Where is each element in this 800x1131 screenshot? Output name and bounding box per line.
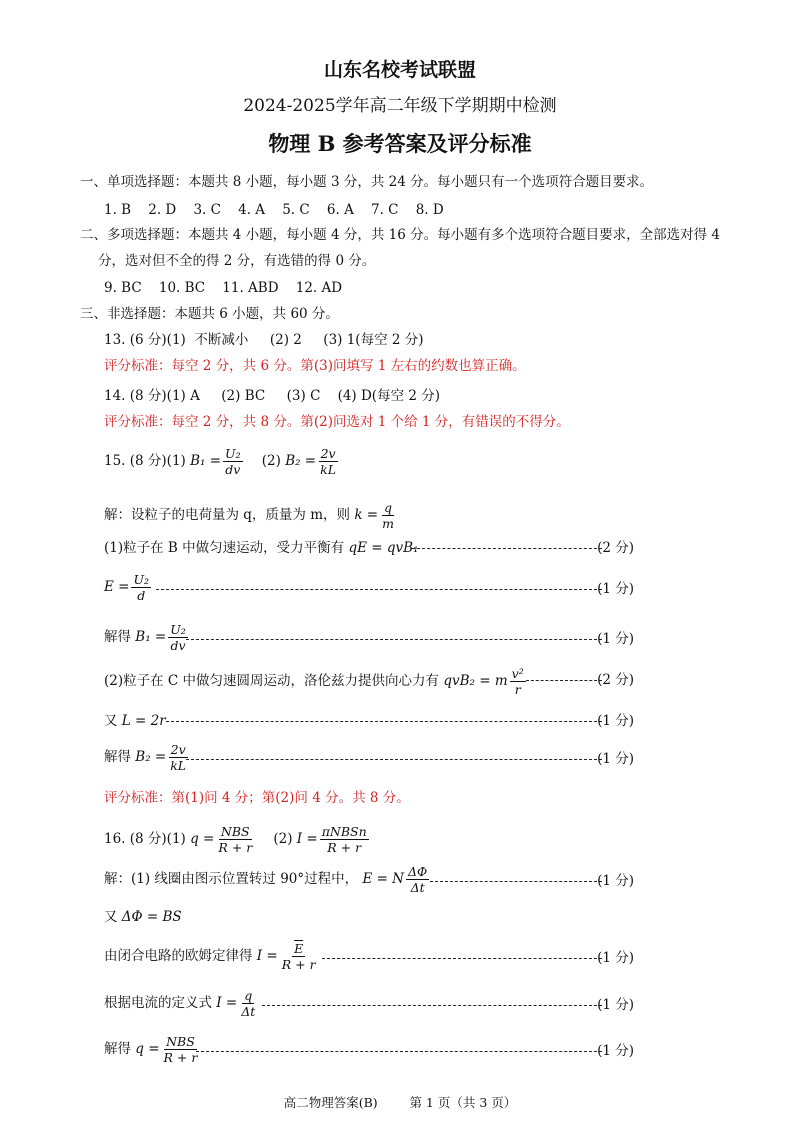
q15-step5 bbox=[104, 711, 166, 731]
sec1-heading: 一、单项选择题：本题共 8 小题，每小题 3 分，共 24 分。每小题只有一个选项符合题目要求。 bbox=[80, 174, 654, 190]
q15-answer bbox=[104, 446, 340, 477]
answer-7: 7. C bbox=[371, 202, 399, 218]
sec2-heading-line1: 二、多项选择题：本题共 4 小题，每小题 4 分，共 16 分。每小题有多个选项符合题目要求，全部选对得 4 bbox=[80, 227, 720, 243]
numerator: U₂ bbox=[133, 572, 150, 587]
answer-5: 5. C bbox=[282, 202, 310, 218]
denominator: r bbox=[514, 682, 521, 697]
q13-answer: 13. (6 分)(1) 不断减小 (2) 2 (3) 1(每空 2 分) bbox=[104, 332, 424, 348]
q16-step5 bbox=[104, 1034, 201, 1065]
answer-4: 4. A bbox=[238, 202, 266, 218]
q16-step4-score: (1 分) bbox=[597, 997, 634, 1013]
q16-step4-text: 根据电流的定义式 bbox=[104, 995, 212, 1011]
numerator: $\overline{E}$ bbox=[294, 941, 304, 956]
denominator: Δt bbox=[241, 1004, 256, 1019]
q14-answer: 14. (8 分)(1) A (2) BC (3) C (4) D(每空 2 分) bbox=[104, 388, 441, 404]
q16-prefix: 16. (8 分)(1) bbox=[104, 831, 186, 847]
q15-solve-lhs: k = bbox=[354, 507, 379, 523]
denominator: R + r bbox=[327, 840, 362, 855]
q16-ans2-label: (2) bbox=[273, 831, 293, 847]
denominator: R + r bbox=[281, 957, 316, 972]
q15-step3 bbox=[104, 622, 190, 653]
q14-grading: 评分标准：每空 2 分，共 8 分。第(2)问选对 1 个给 1 分，有错误的不得分。 bbox=[104, 414, 570, 430]
q15-step4-score: (2 分) bbox=[597, 672, 634, 688]
dotted-leader bbox=[166, 721, 602, 722]
q16-step1-fraction bbox=[406, 864, 429, 895]
answer-12: 12. AD bbox=[295, 280, 343, 296]
q16-step1-score: (1 分) bbox=[597, 873, 634, 889]
q15-step4 bbox=[104, 666, 528, 697]
sec1-answers bbox=[104, 200, 444, 220]
q16-step2-text: 又 bbox=[104, 909, 118, 925]
q16-step1-text: 解：(1) 线圈由图示位置转过 90°过程中， bbox=[104, 871, 359, 887]
q15-step6-lhs: B₂ = bbox=[135, 749, 167, 765]
numerator: πNBSn bbox=[321, 824, 367, 839]
dotted-leader bbox=[526, 680, 602, 681]
q15-solve-intro bbox=[104, 500, 398, 531]
numerator: U₂ bbox=[170, 622, 186, 637]
numerator: 2v bbox=[320, 446, 336, 461]
q15-ans1-fraction bbox=[223, 446, 243, 477]
q16-step4 bbox=[104, 988, 259, 1019]
dotted-leader bbox=[412, 548, 602, 549]
numerator: NBS bbox=[166, 1034, 195, 1049]
q15-step4-fraction bbox=[510, 666, 526, 697]
q15-step5-score: (1 分) bbox=[597, 713, 634, 729]
q15-step4-lhs: qvB₂ = m bbox=[443, 673, 508, 689]
sec2-heading-line2: 分，选对但不全的得 2 分，有选错的得 0 分。 bbox=[98, 253, 376, 269]
q15-step1-text: (1)粒子在 B 中做匀速运动，受力平衡有 bbox=[104, 540, 345, 556]
q15-ans2-fraction bbox=[318, 446, 338, 477]
q15-step2-score: (1 分) bbox=[597, 581, 634, 597]
q15-step1-math: qE = qvB₁ bbox=[348, 540, 419, 556]
q15-step3-text: 解得 bbox=[104, 629, 131, 645]
answer-6: 6. A bbox=[326, 202, 354, 218]
q16-step3-score: (1 分) bbox=[597, 950, 634, 966]
sec2-answers bbox=[104, 278, 342, 298]
q15-step3-score: (1 分) bbox=[597, 631, 634, 647]
answer-1: 1. B bbox=[104, 202, 132, 218]
q15-step3-fraction bbox=[168, 622, 188, 653]
q16-step5-text: 解得 bbox=[104, 1041, 131, 1057]
dotted-leader bbox=[196, 1051, 602, 1052]
dotted-leader bbox=[430, 881, 602, 882]
q16-step3 bbox=[104, 941, 320, 972]
q16-step5-score: (1 分) bbox=[597, 1043, 634, 1059]
numerator: q bbox=[244, 988, 253, 1003]
q16-step4-lhs: I = bbox=[216, 995, 238, 1011]
dotted-leader bbox=[156, 589, 602, 590]
q15-step2-fraction bbox=[131, 572, 151, 603]
q15-step4-text: (2)粒子在 C 中做匀速圆周运动，洛伦兹力提供向心力有 bbox=[104, 673, 440, 689]
q15-ans1-lhs: B₁ = bbox=[190, 453, 222, 469]
q15-step5-math: L = 2r bbox=[121, 713, 166, 729]
denominator: R + r bbox=[218, 840, 253, 855]
q16-step3-lhs: I = bbox=[256, 948, 278, 964]
q15-step3-lhs: B₁ = bbox=[135, 629, 167, 645]
numerator: U₂ bbox=[225, 446, 241, 461]
q16-step5-lhs: q = bbox=[135, 1041, 160, 1057]
q16-step4-fraction bbox=[239, 988, 257, 1019]
answer-8: 8. D bbox=[415, 202, 444, 218]
denominator: kL bbox=[170, 758, 187, 773]
numerator: NBS bbox=[220, 824, 250, 839]
page-footer: 高二物理答案(B) 第 1 页（共 3 页） bbox=[283, 1095, 517, 1110]
q15-step6-score: (1 分) bbox=[597, 751, 634, 767]
answer-2: 2. D bbox=[148, 202, 177, 218]
answer-11: 11. ABD bbox=[222, 280, 279, 296]
q15-step2-lhs: E = bbox=[104, 579, 130, 595]
dotted-leader bbox=[186, 639, 602, 640]
answer-10: 10. BC bbox=[158, 280, 206, 296]
org-title: 山东名校考试联盟 bbox=[323, 59, 476, 81]
q16-ans1-lhs: q = bbox=[190, 831, 215, 847]
q16-step1-lhs: E = N bbox=[362, 871, 404, 887]
q15-ans2-lhs: B₂ = bbox=[285, 453, 317, 469]
q16-step1 bbox=[104, 864, 431, 895]
numerator: ΔΦ bbox=[408, 864, 428, 879]
denominator: R + r bbox=[163, 1050, 198, 1065]
q15-solve-fraction bbox=[380, 500, 396, 531]
answer-9: 9. BC bbox=[104, 280, 142, 296]
q16-step2-math: ΔΦ = BS bbox=[121, 909, 182, 925]
q15-step6-text: 解得 bbox=[104, 749, 131, 765]
q15-step1-score: (2 分) bbox=[597, 540, 634, 556]
q16-answer bbox=[104, 824, 371, 855]
denominator: Δt bbox=[410, 880, 425, 895]
denominator: dv bbox=[170, 638, 186, 653]
q16-ans1-fraction bbox=[216, 824, 254, 855]
term-title: 2024-2025学年高二年级下学期期中检测 bbox=[243, 96, 557, 116]
q15-step2 bbox=[104, 572, 153, 603]
q15-ans2-label: (2) bbox=[261, 453, 281, 469]
dotted-leader bbox=[262, 1005, 602, 1006]
answer-3: 3. C bbox=[193, 202, 221, 218]
numerator: v² bbox=[511, 666, 524, 681]
q15-grading: 评分标准：第(1)问 4 分；第(2)问 4 分。共 8 分。 bbox=[104, 790, 410, 806]
q16-ans2-lhs: I = bbox=[296, 831, 318, 847]
q16-step3-text: 由闭合电路的欧姆定律得 bbox=[104, 948, 253, 964]
q16-step2 bbox=[104, 907, 182, 927]
q15-step6-fraction bbox=[168, 742, 188, 773]
q16-step3-fraction bbox=[280, 941, 318, 972]
dotted-leader bbox=[322, 958, 602, 959]
page-title: 物理 B 参考答案及评分标准 bbox=[268, 131, 532, 156]
q15-step1 bbox=[104, 538, 418, 558]
denominator: m bbox=[382, 516, 394, 531]
q13-grading: 评分标准：每空 2 分，共 6 分。第(3)问填写 1 左右的约数也算正确。 bbox=[104, 358, 526, 374]
sec3-heading: 三、非选择题：本题共 6 小题，共 60 分。 bbox=[80, 306, 339, 322]
denominator: dv bbox=[225, 462, 241, 477]
q15-step6 bbox=[104, 742, 190, 773]
q15-step5-text: 又 bbox=[104, 713, 118, 729]
numerator: 2v bbox=[170, 742, 186, 757]
denominator: d bbox=[137, 588, 146, 603]
denominator: kL bbox=[320, 462, 337, 477]
q16-step5-fraction bbox=[162, 1034, 200, 1065]
numerator: q bbox=[384, 500, 393, 515]
q16-ans2-fraction bbox=[320, 824, 369, 855]
q15-prefix: 15. (8 分)(1) bbox=[104, 453, 186, 469]
dotted-leader bbox=[186, 759, 602, 760]
q15-solve-text: 解：设粒子的电荷量为 q，质量为 m，则 bbox=[104, 507, 351, 523]
